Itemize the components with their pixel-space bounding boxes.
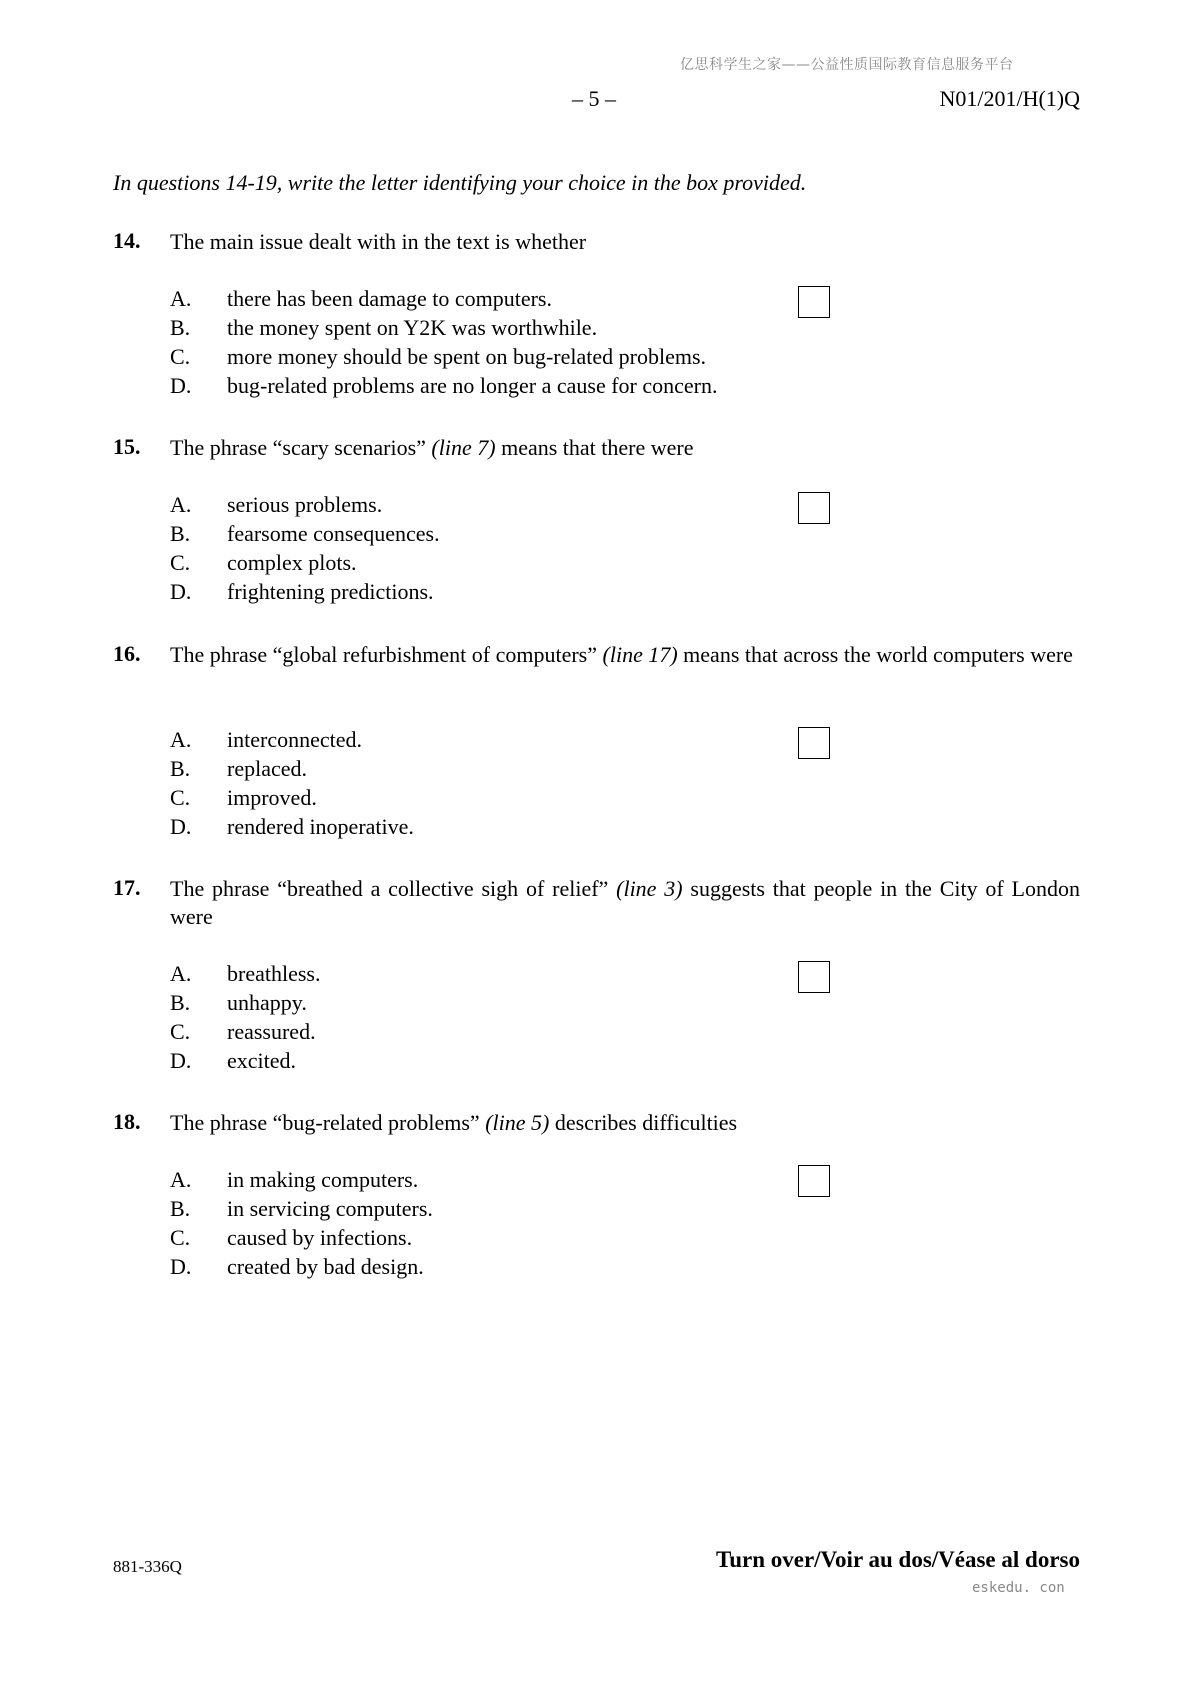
option-c <box>170 1223 433 1252</box>
options-list <box>170 959 320 1075</box>
question-stem <box>170 875 1080 931</box>
option-text: replaced. <box>227 756 307 781</box>
option-letter: D. <box>170 1254 192 1279</box>
stem-text: suggests that people in the City of London were <box>170 876 1080 929</box>
option-letter: A. <box>170 286 192 311</box>
option-letter: C. <box>170 550 191 575</box>
option-text: serious problems. <box>227 492 383 517</box>
option-letter: C. <box>170 785 191 810</box>
option-b <box>170 1194 433 1223</box>
option-c <box>170 1017 320 1046</box>
option-letter: D. <box>170 1048 192 1073</box>
option-text: breathless. <box>227 961 321 986</box>
turn-over-label: Turn over/Voir au dos/Véase al dorso <box>715 1547 1080 1572</box>
page-number: – 5 – <box>572 86 616 111</box>
option-letter: D. <box>170 579 192 604</box>
question-number: 14. <box>113 228 141 253</box>
option-text: fearsome consequences. <box>227 521 440 546</box>
option-text: there has been damage to computers. <box>227 286 552 311</box>
option-d <box>170 1252 433 1281</box>
question-15 <box>113 434 1080 604</box>
stem-text: The phrase “global refurbishment of computers” <box>170 642 598 667</box>
option-text: interconnected. <box>227 727 362 752</box>
question-14 <box>113 228 1080 398</box>
option-letter: B. <box>170 990 191 1015</box>
question-number: 17. <box>113 875 141 900</box>
question-number: 18. <box>113 1109 141 1134</box>
option-text: reassured. <box>227 1019 316 1044</box>
stem-text: The phrase “bug-related problems” <box>170 1110 480 1135</box>
option-text: more money should be spent on bug-related problems. <box>227 344 707 369</box>
question-stem <box>170 228 1080 256</box>
option-letter: A. <box>170 961 192 986</box>
option-letter: A. <box>170 492 192 517</box>
stem-text: means that there were <box>501 435 694 460</box>
option-text: complex plots. <box>227 550 357 575</box>
option-d <box>170 577 440 606</box>
option-letter: C. <box>170 344 191 369</box>
option-text: in servicing computers. <box>227 1196 433 1221</box>
question-stem <box>170 1109 1080 1137</box>
answer-box-17[interactable] <box>798 961 830 993</box>
line-reference: (line 5) <box>485 1110 550 1135</box>
question-stem <box>170 434 1080 462</box>
option-c <box>170 548 440 577</box>
option-text: frightening predictions. <box>227 579 434 604</box>
stem-text: The main issue dealt with in the text is whether <box>170 229 587 254</box>
instructions: In questions 14-19, write the letter identifying your choice in the box provided. <box>113 170 807 195</box>
option-letter: A. <box>170 727 192 752</box>
stem-text: The phrase “scary scenarios” <box>170 435 426 460</box>
answer-box-15[interactable] <box>798 492 830 524</box>
option-letter: A. <box>170 1167 192 1192</box>
option-text: rendered inoperative. <box>227 814 414 839</box>
option-text: the money spent on Y2K was worthwhile. <box>227 315 598 340</box>
option-a <box>170 284 718 313</box>
option-d <box>170 1046 320 1075</box>
option-letter: B. <box>170 1196 191 1221</box>
option-a <box>170 725 414 754</box>
option-d <box>170 812 414 841</box>
option-letter: B. <box>170 521 191 546</box>
option-letter: B. <box>170 756 191 781</box>
option-a <box>170 1165 433 1194</box>
option-b <box>170 988 320 1017</box>
option-c <box>170 342 718 371</box>
question-16 <box>113 641 1080 839</box>
question-number: 15. <box>113 434 141 459</box>
options-list <box>170 490 440 606</box>
option-letter: B. <box>170 315 191 340</box>
watermark-footer: eskedu. con <box>972 1580 1065 1596</box>
option-letter: C. <box>170 1019 191 1044</box>
option-a <box>170 490 440 519</box>
line-reference: (line 17) <box>602 642 678 667</box>
answer-box-16[interactable] <box>798 727 830 759</box>
option-d <box>170 371 718 400</box>
option-a <box>170 959 320 988</box>
option-text: created by bad design. <box>227 1254 424 1279</box>
option-letter: D. <box>170 814 192 839</box>
option-letter: C. <box>170 1225 191 1250</box>
option-b <box>170 754 414 783</box>
option-text: caused by infections. <box>227 1225 413 1250</box>
line-reference: (line 7) <box>431 435 496 460</box>
question-stem <box>170 641 1080 669</box>
option-text: improved. <box>227 785 317 810</box>
option-text: in making computers. <box>227 1167 419 1192</box>
line-reference: (line 3) <box>616 876 683 901</box>
answer-box-14[interactable] <box>798 286 830 318</box>
option-text: unhappy. <box>227 990 307 1015</box>
options-list <box>170 725 414 841</box>
footer-code: 881-336Q <box>113 1557 182 1576</box>
stem-text: describes difficulties <box>554 1110 738 1135</box>
option-b <box>170 313 718 342</box>
option-text: bug-related problems are no longer a cause for concern. <box>227 373 718 398</box>
option-text: excited. <box>227 1048 297 1073</box>
option-b <box>170 519 440 548</box>
options-list <box>170 1165 433 1281</box>
stem-text: means that across the world computers were <box>683 642 1073 667</box>
stem-text: The phrase “breathed a collective sigh of relief” <box>170 876 609 901</box>
answer-box-18[interactable] <box>798 1165 830 1197</box>
question-18 <box>113 1109 1080 1279</box>
options-list <box>170 284 718 400</box>
option-letter: D. <box>170 373 192 398</box>
watermark-header: 亿思科学生之家——公益性质国际教育信息服务平台 <box>680 57 1014 73</box>
question-17 <box>113 875 1080 1073</box>
option-c <box>170 783 414 812</box>
question-number: 16. <box>113 641 141 666</box>
document-code: N01/201/H(1)Q <box>939 86 1080 111</box>
